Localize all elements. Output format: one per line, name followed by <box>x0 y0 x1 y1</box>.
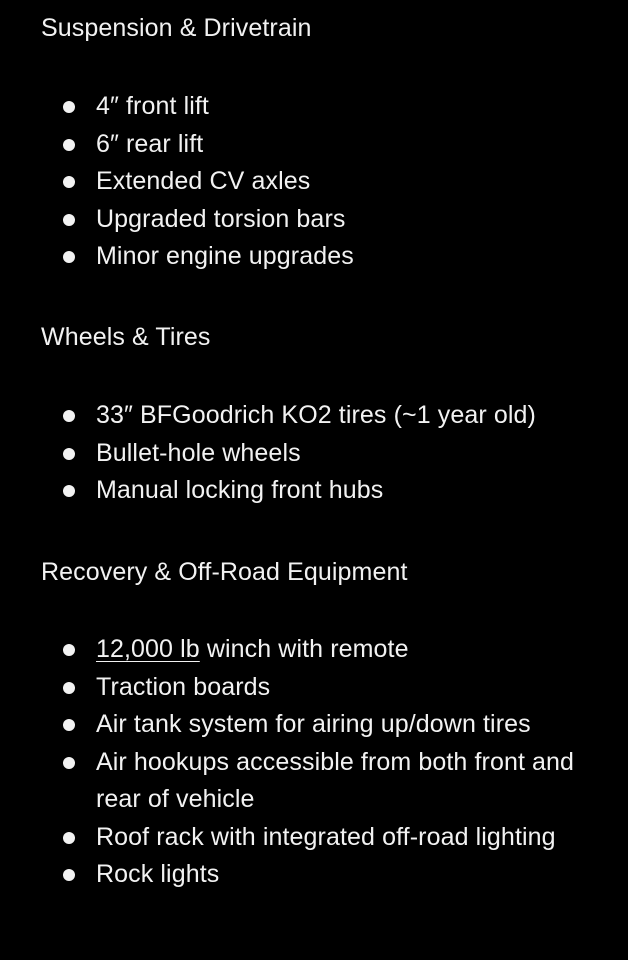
bullet-icon <box>63 485 75 497</box>
list-item <box>0 163 628 201</box>
list-item-text: Air tank system for airing up/down tires <box>96 710 531 738</box>
bullet-icon <box>63 644 75 656</box>
list-item <box>0 397 628 435</box>
wheels-list <box>0 397 628 510</box>
list-item <box>0 669 628 707</box>
bullet-icon <box>63 251 75 263</box>
winch-capacity-link[interactable]: 12,000 lb <box>96 635 200 663</box>
list-item-winch <box>0 631 628 669</box>
list-item <box>0 856 628 894</box>
bullet-icon <box>63 214 75 226</box>
suspension-list <box>0 88 628 276</box>
list-item-text: Manual locking front hubs <box>96 476 384 504</box>
section-heading-recovery: Recovery & Off-Road Equipment <box>41 558 408 586</box>
recovery-list <box>0 631 628 894</box>
list-item-text: Air hookups accessible from both front and rear of vehicle <box>96 747 575 813</box>
list-item-text: Roof rack with integrated off-road lighting <box>96 822 556 851</box>
section-heading-suspension: Suspension & Drivetrain <box>41 14 312 42</box>
bullet-icon <box>63 448 75 460</box>
list-item <box>0 238 628 276</box>
list-item-text: 4″ front lift <box>96 92 209 120</box>
section-heading-wheels: Wheels & Tires <box>41 323 211 351</box>
bullet-icon <box>63 101 75 113</box>
list-item <box>0 201 628 239</box>
list-item <box>0 435 628 473</box>
bullet-icon <box>63 832 75 844</box>
bullet-icon <box>63 757 75 769</box>
bullet-icon <box>63 410 75 422</box>
list-item-text: winch with remote <box>199 635 409 663</box>
bullet-icon <box>63 176 75 188</box>
bullet-icon <box>63 682 75 694</box>
list-item-text: Bullet-hole wheels <box>96 438 301 467</box>
bullet-icon <box>63 869 75 881</box>
list-item <box>0 706 628 744</box>
list-item <box>0 126 628 164</box>
list-item-text: 33″ BFGoodrich KO2 tires (~1 year old) <box>96 401 536 429</box>
bullet-icon <box>63 139 75 151</box>
list-item-text: Rock lights <box>96 860 220 888</box>
list-item <box>0 88 628 126</box>
list-item <box>0 819 628 857</box>
list-item-text: Minor engine upgrades <box>96 242 354 270</box>
list-item-text: Extended CV axles <box>96 167 311 195</box>
list-item-text: Traction boards <box>96 672 271 701</box>
list-item <box>0 744 628 819</box>
bullet-icon <box>63 719 75 731</box>
list-item <box>0 472 628 510</box>
list-item-text: 6″ rear lift <box>96 129 204 158</box>
list-item-text: Upgraded torsion bars <box>96 204 346 233</box>
